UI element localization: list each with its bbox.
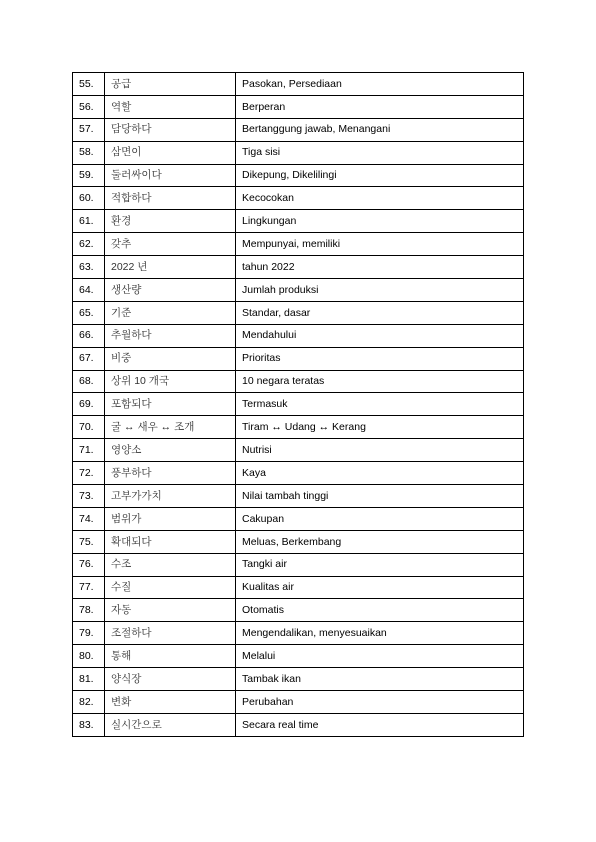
korean-term: 기준: [105, 301, 236, 324]
indonesian-translation: Nilai tambah tinggi: [236, 485, 524, 508]
table-row: [73, 416, 524, 439]
table-row: [73, 95, 524, 118]
indonesian-translation: Berperan: [236, 95, 524, 118]
korean-term: 통해: [105, 645, 236, 668]
korean-term: 상위 10 개국: [105, 370, 236, 393]
table-row: [73, 256, 524, 279]
indonesian-translation: Melalui: [236, 645, 524, 668]
table-row: [73, 645, 524, 668]
row-number: 72.: [73, 462, 105, 485]
korean-term: 비중: [105, 347, 236, 370]
table-row: [73, 164, 524, 187]
row-number: 57.: [73, 118, 105, 141]
korean-term: 수조: [105, 553, 236, 576]
vocabulary-table-body: [73, 73, 524, 737]
korean-term: 생산량: [105, 279, 236, 302]
indonesian-translation: Kaya: [236, 462, 524, 485]
row-number: 59.: [73, 164, 105, 187]
row-number: 77.: [73, 576, 105, 599]
korean-term: 공급: [105, 73, 236, 96]
korean-term: 범위가: [105, 507, 236, 530]
table-row: [73, 279, 524, 302]
indonesian-translation: tahun 2022: [236, 256, 524, 279]
table-row: [73, 485, 524, 508]
row-number: 63.: [73, 256, 105, 279]
korean-term: 갖추: [105, 233, 236, 256]
row-number: 55.: [73, 73, 105, 96]
row-number: 58.: [73, 141, 105, 164]
korean-term: 굴 ↔ 새우 ↔ 조개: [105, 416, 236, 439]
korean-term: 추월하다: [105, 324, 236, 347]
row-number: 66.: [73, 324, 105, 347]
korean-term: 고부가가치: [105, 485, 236, 508]
indonesian-translation: Tambak ikan: [236, 668, 524, 691]
table-row: [73, 691, 524, 714]
indonesian-translation: Nutrisi: [236, 439, 524, 462]
korean-term: 적합하다: [105, 187, 236, 210]
indonesian-translation: Lingkungan: [236, 210, 524, 233]
row-number: 76.: [73, 553, 105, 576]
table-row: [73, 324, 524, 347]
row-number: 70.: [73, 416, 105, 439]
vocabulary-table: [72, 72, 524, 737]
indonesian-translation: Secara real time: [236, 713, 524, 736]
indonesian-translation: Cakupan: [236, 507, 524, 530]
indonesian-translation: Mempunyai, memiliki: [236, 233, 524, 256]
table-row: [73, 439, 524, 462]
row-number: 81.: [73, 668, 105, 691]
korean-term: 포함되다: [105, 393, 236, 416]
row-number: 67.: [73, 347, 105, 370]
korean-term: 확대되다: [105, 530, 236, 553]
korean-term: 담당하다: [105, 118, 236, 141]
korean-term: 실시간으로: [105, 713, 236, 736]
indonesian-translation: Meluas, Berkembang: [236, 530, 524, 553]
indonesian-translation: Tangki air: [236, 553, 524, 576]
table-row: [73, 507, 524, 530]
row-number: 75.: [73, 530, 105, 553]
indonesian-translation: Otomatis: [236, 599, 524, 622]
table-row: [73, 347, 524, 370]
indonesian-translation: Mengendalikan, menyesuaikan: [236, 622, 524, 645]
row-number: 61.: [73, 210, 105, 233]
indonesian-translation: Tiga sisi: [236, 141, 524, 164]
korean-term: 자동: [105, 599, 236, 622]
table-row: [73, 233, 524, 256]
indonesian-translation: 10 negara teratas: [236, 370, 524, 393]
table-row: [73, 118, 524, 141]
row-number: 80.: [73, 645, 105, 668]
row-number: 60.: [73, 187, 105, 210]
row-number: 68.: [73, 370, 105, 393]
indonesian-translation: Jumlah produksi: [236, 279, 524, 302]
table-row: [73, 301, 524, 324]
row-number: 79.: [73, 622, 105, 645]
indonesian-translation: Pasokan, Persediaan: [236, 73, 524, 96]
korean-term: 양식장: [105, 668, 236, 691]
row-number: 83.: [73, 713, 105, 736]
indonesian-translation: Tiram ↔ Udang ↔ Kerang: [236, 416, 524, 439]
row-number: 71.: [73, 439, 105, 462]
table-row: [73, 622, 524, 645]
row-number: 69.: [73, 393, 105, 416]
korean-term: 수질: [105, 576, 236, 599]
indonesian-translation: Standar, dasar: [236, 301, 524, 324]
table-row: [73, 576, 524, 599]
table-row: [73, 73, 524, 96]
korean-term: 역할: [105, 95, 236, 118]
row-number: 74.: [73, 507, 105, 530]
korean-term: 변화: [105, 691, 236, 714]
row-number: 78.: [73, 599, 105, 622]
indonesian-translation: Dikepung, Dikelilingi: [236, 164, 524, 187]
table-row: [73, 462, 524, 485]
indonesian-translation: Perubahan: [236, 691, 524, 714]
korean-term: 환경: [105, 210, 236, 233]
korean-term: 조절하다: [105, 622, 236, 645]
korean-term: 둘러싸이다: [105, 164, 236, 187]
row-number: 65.: [73, 301, 105, 324]
indonesian-translation: Mendahului: [236, 324, 524, 347]
table-row: [73, 668, 524, 691]
row-number: 82.: [73, 691, 105, 714]
row-number: 64.: [73, 279, 105, 302]
table-row: [73, 713, 524, 736]
table-row: [73, 393, 524, 416]
korean-term: 풍부하다: [105, 462, 236, 485]
indonesian-translation: Bertanggung jawab, Menangani: [236, 118, 524, 141]
table-row: [73, 187, 524, 210]
indonesian-translation: Prioritas: [236, 347, 524, 370]
row-number: 56.: [73, 95, 105, 118]
table-row: [73, 599, 524, 622]
table-row: [73, 141, 524, 164]
korean-term: 2022 년: [105, 256, 236, 279]
korean-term: 삼면이: [105, 141, 236, 164]
table-row: [73, 370, 524, 393]
row-number: 62.: [73, 233, 105, 256]
korean-term: 영양소: [105, 439, 236, 462]
table-row: [73, 210, 524, 233]
indonesian-translation: Kecocokan: [236, 187, 524, 210]
table-row: [73, 530, 524, 553]
indonesian-translation: Kualitas air: [236, 576, 524, 599]
table-row: [73, 553, 524, 576]
row-number: 73.: [73, 485, 105, 508]
indonesian-translation: Termasuk: [236, 393, 524, 416]
